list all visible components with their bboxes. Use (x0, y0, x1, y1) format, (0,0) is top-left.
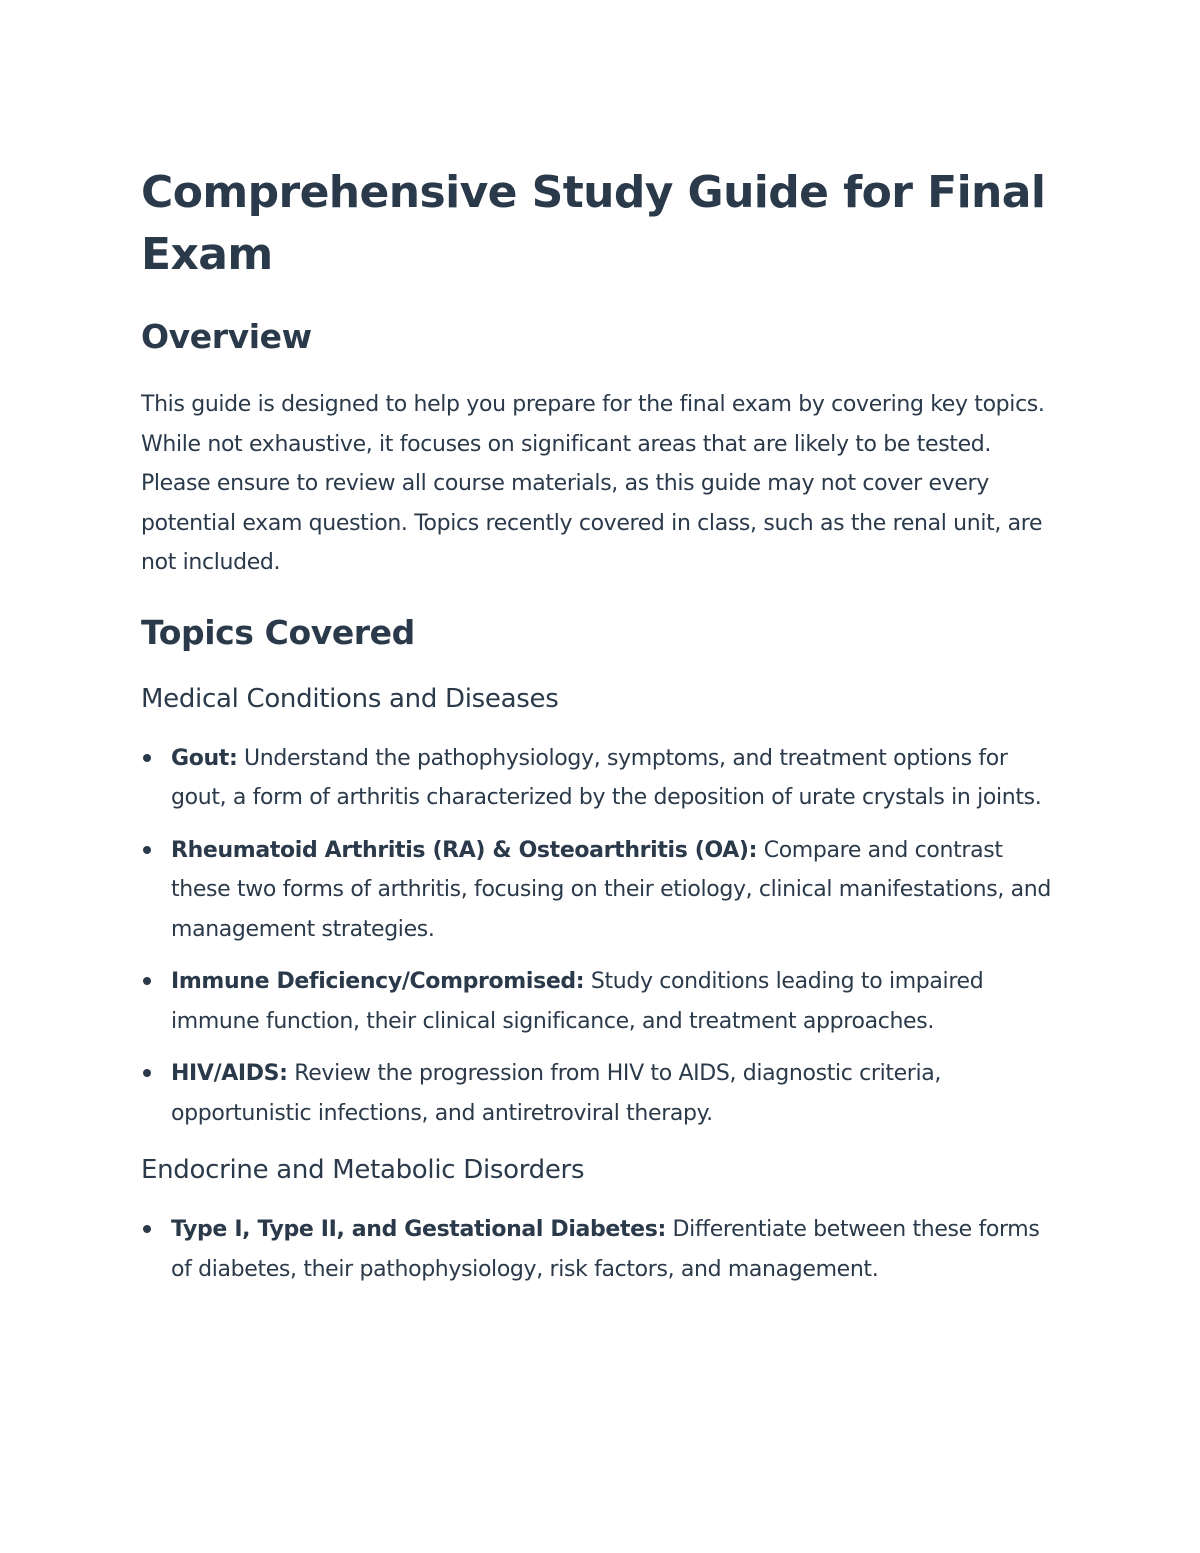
list-item-immune-deficiency (141, 962, 1061, 1041)
overview-paragraph: This guide is designed to help you prepare for the final exam by covering key topics. While not exhaustive, it focuses on significant areas that are likely to be tested. Please ensure to review all course materials, as this guide may not cover every potential exam question. Topics recently covered in class, such as the renal unit, are not included. (141, 392, 1045, 575)
list-item-hiv-aids (141, 1054, 1061, 1133)
list-item-description: Review the progression from HIV to AIDS, diagnostic criteria, opportunistic infections, and antiretroviral therapy. (171, 1061, 942, 1126)
bullet-dot (143, 1069, 151, 1077)
subsection-heading-endocrine: Endocrine and Metabolic Disorders (141, 1155, 585, 1185)
document-page (141, 162, 1061, 1289)
list-item-description: Differentiate between these forms of diabetes, their pathophysiology, risk factors, and management. (171, 1217, 1040, 1282)
endocrine-disorders-list (141, 1210, 1061, 1289)
overview-heading: Overview (141, 317, 312, 356)
list-item-term: Immune Deficiency/Compromised: (171, 969, 585, 994)
list-item-term: Rheumatoid Arthritis (RA) & Osteoarthritis (OA): (171, 837, 758, 863)
document-title: Comprehensive Study Guide for Final Exam (141, 167, 1046, 280)
bullet-dot (143, 754, 151, 762)
bullet-dot (143, 1225, 151, 1233)
list-item-term: HIV/AIDS: (171, 1061, 288, 1086)
list-item-description: Compare and contrast these two forms of arthritis, focusing on their etiology, clinical manifestations, and management strategies. (171, 837, 1051, 942)
medical-conditions-list (141, 739, 1061, 1134)
bullet-dot (143, 977, 151, 985)
subsection-heading-medical-conditions: Medical Conditions and Diseases (141, 683, 559, 714)
list-item-description: Understand the pathophysiology, symptoms, and treatment options for gout, a form of arthritis characterized by the deposition of urate crystals in joints. (171, 745, 1042, 810)
list-item-term: Type I, Type II, and Gestational Diabetes: (171, 1217, 666, 1242)
list-item-description: Study conditions leading to impaired immune function, their clinical significance, and treatment approaches. (171, 969, 984, 1034)
list-item-ra-oa (141, 831, 1061, 950)
list-item-term: Gout: (171, 745, 238, 771)
bullet-dot (143, 846, 151, 854)
list-item-diabetes (141, 1210, 1061, 1289)
list-item-gout (141, 739, 1061, 818)
topics-covered-heading: Topics Covered (141, 612, 415, 652)
